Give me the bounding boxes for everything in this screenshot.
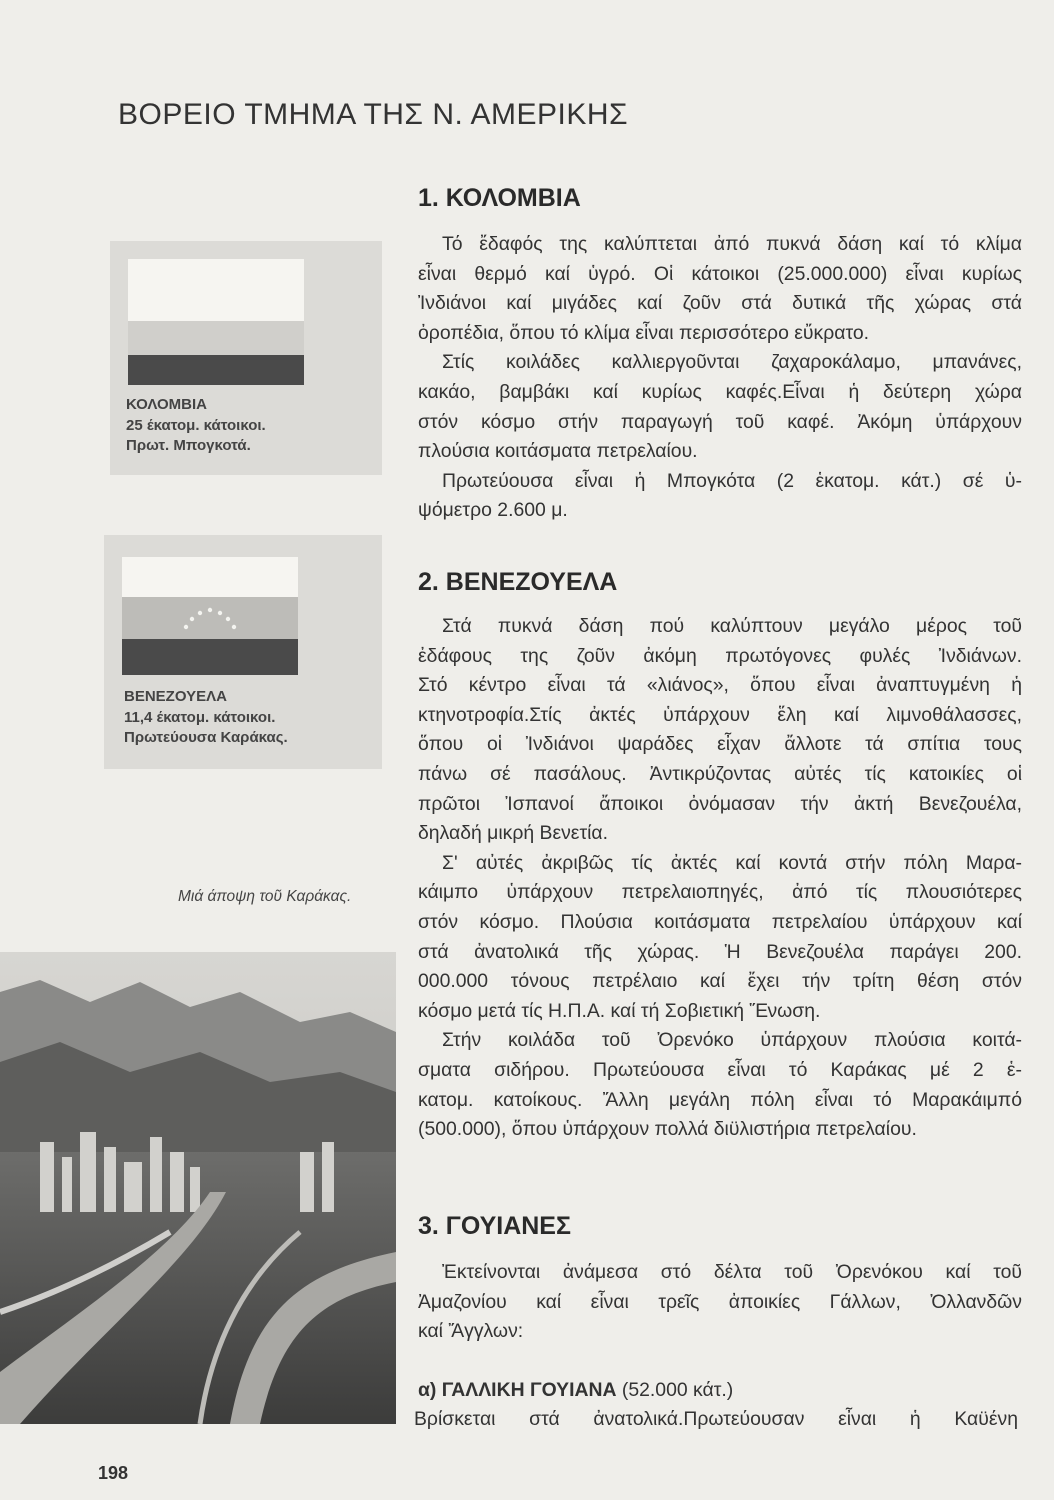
caracas-photo (0, 952, 396, 1424)
french-guiana-text (414, 1405, 1018, 1435)
colombia-flag-bottom-stripe (128, 355, 304, 385)
section-heading-venezuela: 2. ΒΕΝΕΖΟΥΕΛΑ (418, 568, 618, 596)
section-body-guianas (418, 1258, 1022, 1347)
venezuela-caption (124, 687, 288, 749)
text-line: Στίς κοιλάδες καλλιεργοῦνται ζαχαροκάλαμο, μπανάνες, (442, 351, 1022, 374)
text-line: Ἰνδιάνοι καί μιγάδες καί ζοῦν στά δυτικά τῆς χώρας στά (418, 292, 1022, 315)
text-line: κόσμο μετά τίς Η.Π.Α. καί τή Σοβιετική Ἕνωση. (418, 999, 821, 1022)
colombia-caption-capital: Πρωτ. Μπογκοτά. (126, 437, 251, 454)
section-body-colombia (418, 230, 1022, 526)
text-line: στόν κόσμο στήν παραγωγή τοῦ καφέ. Ἀκόμη ὑπάρχουν (418, 410, 1022, 433)
text-line: ψόμετρο 2.600 μ. (418, 499, 568, 522)
text-line: στά ἀνατολικά τῆς χώρας. Ἡ Βενεζουέλα παράγει 200. (418, 940, 1022, 963)
text-line: πλούσια κοιτάσματα πετρελαίου. (418, 440, 698, 463)
page-number: 198 (98, 1463, 129, 1483)
text-line: εἶναι θερμό καί ὑγρό. Οἱ κάτοικοι (25.000.000) εἶναι κυρίως (418, 262, 1022, 285)
section-heading-colombia: 1. ΚΟΛΟΜΒΙΑ (418, 184, 581, 212)
colombia-flag-panel (110, 241, 382, 475)
text-line: στόν κόσμο. Πλούσια κοιτάσματα πετρελαίου ὑπάρχουν καί (418, 910, 1022, 933)
page-title: ΒΟΡΕΙΟ ΤΜΗΜΑ ΤΗΣ Ν. ΑΜΕΡΙΚΗΣ (118, 98, 629, 131)
text-line: Ἐκτείνονται ἀνάμεσα στό δέλτα τοῦ Ὀρενόκου καί τοῦ (442, 1261, 1022, 1283)
text-line: σματα σιδήρου. Πρωτεύουσα εἶναι τό Καράκας μέ 2 ἑ- (418, 1058, 1022, 1081)
text-line: ὅπου οἱ Ἰνδιάνοι ψαράδες εἶχαν ἄλλοτε τά σπίτια τους (418, 733, 1022, 756)
text-line: κακάο, βαμβάκι καί κυρίως καφές.Εἶναι ἡ δεύτερη χώρα (418, 380, 1022, 403)
text-line: καί Ἄγγλων: (418, 1320, 524, 1343)
text-line: Στά πυκνά δάση πού καλύπτουν μεγάλο μέρος τοῦ (442, 615, 1022, 637)
text-line: Τό ἔδαφός της καλύπτεται ἀπό πυκνά δάση καί τό κλίμα (442, 233, 1022, 255)
sub-heading-bold: α) ΓΑΛΛΙΚΗ ΓΟΥΙΑΝΑ (418, 1379, 617, 1401)
text-line: 000.000 τόνους πετρέλαιο καί ἔχει τήν τρίτη θέση στόν (418, 970, 1022, 993)
text-line: Πρωτεύουσα εἶναι ἡ Μπογκότα (2 ἑκατομ. κάτ.) σέ ὑ- (442, 469, 1022, 492)
venezuela-flag-top-stripe (122, 557, 298, 597)
text-line: Σ' αὐτές ἀκριβῶς τίς ἀκτές καί κοντά στήν πόλη Μαρα- (442, 851, 1022, 874)
text-line: Βρίσκεται στά ἀνατολικά.Πρωτεύουσαν εἶναι ἡ Καϋένη (414, 1408, 1018, 1430)
colombia-caption-name: ΚΟΛΟΜΒΙΑ (126, 396, 208, 413)
text-line: κάιμπο ὑπάρχουν πετρελαιοπηγές, ἀπό τίς πλουσιότερες (418, 881, 1022, 904)
venezuela-caption-population: 11,4 έκατομ. κάτοικοι. (124, 708, 276, 726)
section-body-venezuela (418, 612, 1022, 1145)
text-line: ἐδάφους της ζοῦν ἀκόμη πρωτόγονες φυλές Ἰνδιάνων. (418, 644, 1022, 667)
colombia-caption (126, 395, 266, 457)
text-line: Στό κέντρο εἶναι τά «λιάνος», ὅπου εἶναι ἀναπτυγμένη ἡ (418, 674, 1022, 697)
colombia-flag-middle-stripe (128, 321, 304, 355)
venezuela-flag-panel (104, 535, 382, 769)
venezuela-flag-middle-stripe (122, 597, 298, 639)
venezuela-caption-capital: Πρωτεύουσα Καράκας. (124, 729, 288, 746)
text-line: Ἀμαζονίου καί εἶναι τρεῖς ἀποικίες Γάλλων, Ὀλλανδῶν (418, 1290, 1022, 1313)
sub-heading-french-guiana (418, 1376, 1022, 1406)
colombia-flag (128, 259, 304, 399)
venezuela-flag-stars (122, 597, 298, 639)
section-heading-guianas: 3. ΓΟΥΙΑΝΕΣ (418, 1212, 571, 1240)
text-line: δηλαδή μικρή Βενετία. (418, 822, 609, 845)
colombia-caption-population: 25 έκατομ. κάτοικοι. (126, 416, 266, 434)
text-line: κτηνοτροφία.Στίς ἀκτές ὑπάρχουν ἕλη καί λιμνοθάλασσες, (418, 703, 1022, 726)
text-line: ὀροπέδια, ὅπου τό κλίμα εἶναι περισσότερο εὔκρατο. (418, 321, 870, 344)
text-line: πάνω σέ πασάλους. Ἀντικρύζοντας αὐτές τίς κατοικίες οἱ (418, 762, 1022, 785)
sub-heading-population: (52.000 κάτ.) (616, 1379, 734, 1401)
text-line: πρῶτοι Ἰσπανοί ἄποικοι ὀνόμασαν τήν ἀκτή Βενεζουέλα, (418, 792, 1022, 815)
text-line: κατομ. κατοίκους. Ἄλλη μεγάλη πόλη εἶναι τό Μαρακάιμπό (418, 1088, 1022, 1111)
text-line: Στήν κοιλάδα τοῦ Ὀρενόκο ὑπάρχουν πλούσια κοιτά- (442, 1029, 1022, 1052)
text-line: (500.000), ὅπου ὑπάρχουν πολλά διϋλιστήρια πετρελαίου. (418, 1118, 917, 1141)
venezuela-flag (122, 557, 298, 697)
photo-caption: Μιά άποψη τοῦ Καράκας. (178, 888, 352, 905)
colombia-flag-top-stripe (128, 259, 304, 321)
venezuela-flag-bottom-stripe (122, 639, 298, 675)
venezuela-caption-name: ΒΕΝΕΖΟΥΕΛΑ (124, 688, 227, 705)
